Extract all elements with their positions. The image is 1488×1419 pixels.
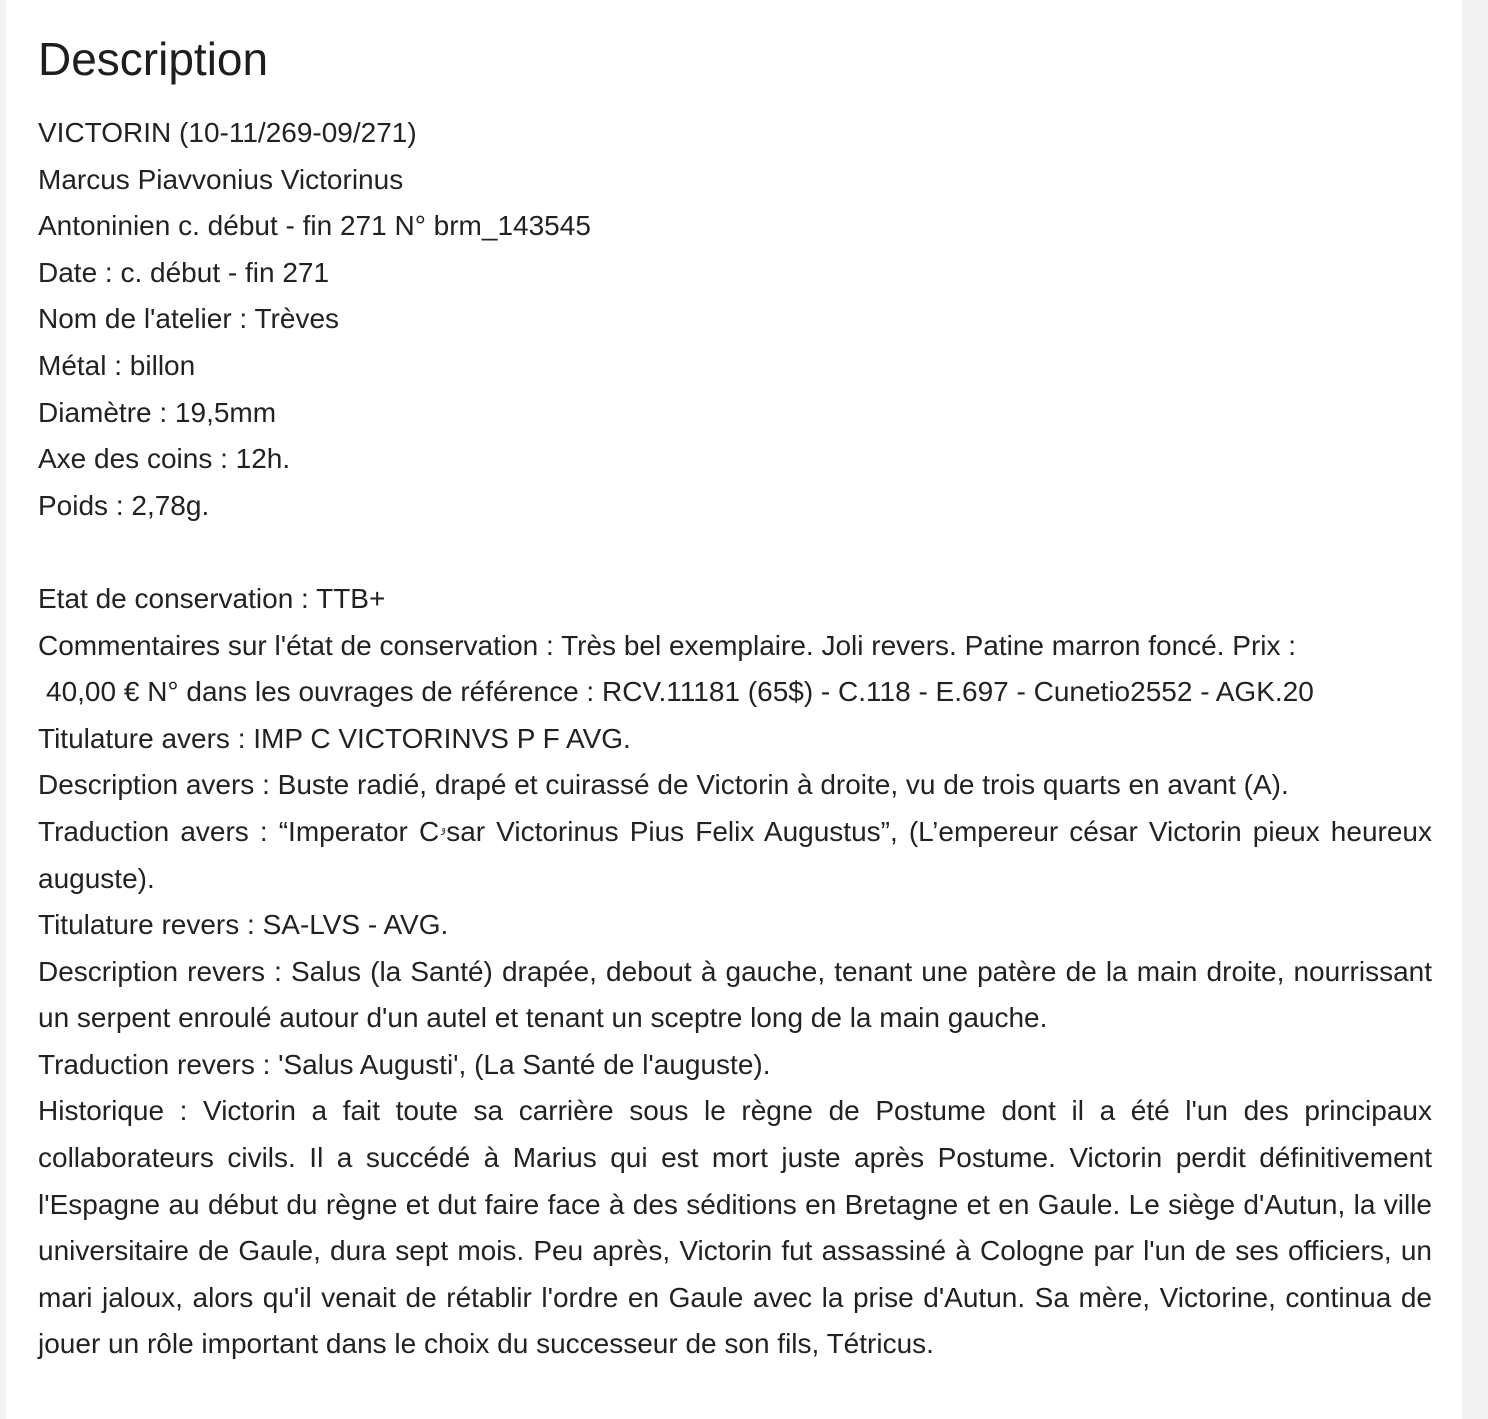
- condition-comments-line: Commentaires sur l'état de conservation : Très bel exemplaire. Joli revers. Patine marron foncé. Prix :: [38, 629, 1297, 661]
- ruler-line: VICTORIN (10-11/269-09/271): [38, 117, 417, 148]
- ruler-full-name: Marcus Piavvonius Victorinus: [38, 163, 404, 195]
- obverse-legend-line: Titulature avers : IMP C VICTORINVS P F AVG.: [38, 722, 631, 754]
- spacer: [38, 529, 1432, 576]
- obverse-translation-paragraph: Traduction avers : “Imperator Cۥsar Victorinus Pius Felix Augustus”, (L’empereur césar Victorin pieux heureux auguste).: [38, 815, 1432, 894]
- weight-line: Poids : 2,78g.: [38, 489, 210, 521]
- history-paragraph: Historique : Victorin a fait toute sa carrière sous le règne de Postume dont il a été l'un des principaux collaborateurs civils. Il a succédé à Marius qui est mort juste après Postume. Victorin perdit définitivement l'Espagne au début du règne et dut faire face à des séditions en Bretagne et en Gaule. Le siège d'Autun, la ville universitaire de Gaule, dura sept mois. Peu après, Victorin fut assassiné à Cologne par l'un de ses officiers, un mari jaloux, alors qu'il venait de rétablir l'ordre en Gaule avec la prise d'Autun. Sa mère, Victorine, continua de jouer un rôle important dans le choix du successeur de son fils, Tétricus.: [38, 1095, 1432, 1360]
- die-axis-line: Axe des coins : 12h.: [38, 443, 291, 475]
- reverse-description-paragraph: Description revers : Salus (la Santé) drapée, debout à gauche, tenant une patère de la main droite, nourrissant un serpent enroulé autour d'un autel et tenant un sceptre long de la main gauche.: [38, 955, 1432, 1034]
- price-references-text: 40,00 € N° dans les ouvrages de référence : RCV.11181 (65$) - C.118 - E.697 - Cunetio2552 - AGK.20: [46, 676, 1314, 708]
- mint-line: Nom de l'atelier : Trèves: [38, 303, 340, 335]
- date-line: Date : c. début - fin 271: [38, 256, 330, 288]
- description-panel: [6, 0, 1462, 1419]
- obverse-description-line: Description avers : Buste radié, drapé et cuirassé de Victorin à droite, vu de trois quarts en avant (A).: [38, 769, 1289, 801]
- reverse-translation-line: Traduction revers : 'Salus Augusti', (La Santé de l'auguste).: [38, 1048, 771, 1080]
- metal-line: Métal : billon: [38, 349, 196, 381]
- section-heading: Description: [38, 33, 269, 85]
- condition-line: Etat de conservation : TTB+: [38, 582, 386, 614]
- description-text: [38, 110, 1432, 1368]
- denomination-line: Antoninien c. début - fin 271 N° brm_143545: [38, 210, 591, 242]
- reverse-legend-line: Titulature revers : SA-LVS - AVG.: [38, 909, 449, 941]
- diameter-line: Diamètre : 19,5mm: [38, 396, 277, 428]
- price-references-line: [38, 669, 1432, 716]
